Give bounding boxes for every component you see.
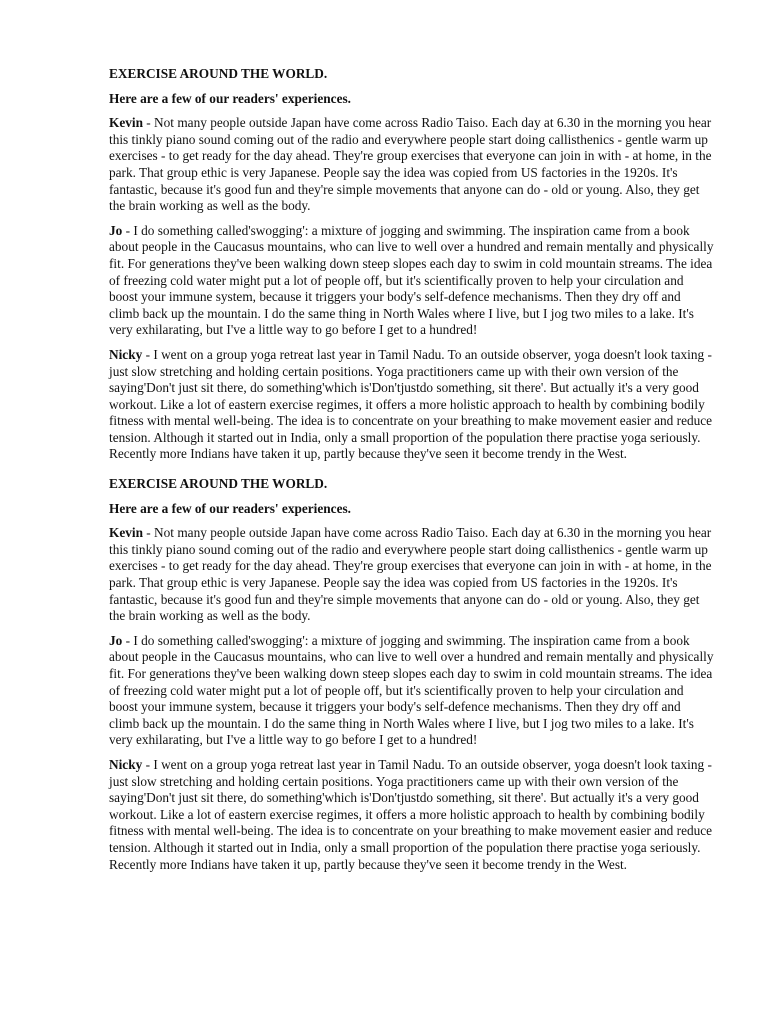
story-paragraph	[109, 633, 714, 749]
speaker-name: Nicky	[109, 346, 143, 362]
story-text: - Not many people outside Japan have come across Radio Taiso. Each day at 6.30 in the morning you hear this tinkly piano sound coming out of the radio and everywhere people start doing callisthenics - gentle warm up exercises - to get ready for the day ahead. They're group exercises that everyone can join in with - at home, in the park. That group ethic is very Japanese. People say the idea was copied from US factories in the 1920s. It's fantastic, because it's good fun and they're simple movements that anyone can do - old or young. Also, they get the brain working as well as the body.	[109, 525, 712, 624]
story-text: - I went on a group yoga retreat last year in Tamil Nadu. To an outside observer, yoga doesn't look taxing - just slow stretching and holding certain positions. Yoga practitioners came up with their own version of the saying'Don't just sit there, do something'which is'Don'tjustdo something, sit there'. But actually it's a very good workout. Like a lot of eastern exercise regimes, it offers a more holistic approach to health by combining bodily fitness with mental well-being. The idea is to concentrate on your breathing to make movement easier and reduce tension. Although it started out in India, only a small proportion of the population there practise yoga seriously. Recently more Indians have taken it up, partly because they've seen it become trendy in the West.	[109, 346, 713, 462]
speaker-name: Jo	[109, 632, 123, 648]
article-section	[109, 476, 714, 873]
speaker-name: Kevin	[109, 525, 143, 541]
story-paragraph	[109, 525, 714, 625]
story-paragraph	[109, 223, 714, 339]
story-text: - I went on a group yoga retreat last year in Tamil Nadu. To an outside observer, yoga doesn't look taxing - just slow stretching and holding certain positions. Yoga practitioners came up with their own version of the saying'Don't just sit there, do something'which is'Don'tjustdo something, sit there'. But actually it's a very good workout. Like a lot of eastern exercise regimes, it offers a more holistic approach to health by combining bodily fitness with mental well-being. The idea is to concentrate on your breathing to make movement easier and reduce tension. Although it started out in India, only a small proportion of the population there practise yoga seriously. Recently more Indians have taken it up, partly because they've seen it become trendy in the West.	[109, 756, 713, 872]
story-paragraph	[109, 115, 714, 215]
story-text: - I do something called'swogging': a mixture of jogging and swimming. The inspiration came from a book about people in the Caucasus mountains, who can live to well over a hundred and remain mentally and physically fit. For generations they've been walking down steep slopes each day to swim in cold mountain streams. The idea of freezing cold water might put a lot of people off, but it's scientifically proven to help your circulation and boost your immune system, because it triggers your body's self-defence mechanisms. Then they dry off and climb back up the mountain. I do the same thing in North Wales where I live, but I jog two miles to a lake. It's very exhilarating, but I've a little way to go before I get to a hundred!	[109, 222, 714, 338]
article-title: EXERCISE AROUND THE WORLD.	[109, 66, 328, 81]
story-text: - Not many people outside Japan have come across Radio Taiso. Each day at 6.30 in the morning you hear this tinkly piano sound coming out of the radio and everywhere people start doing callisthenics - gentle warm up exercises - to get ready for the day ahead. They're group exercises that everyone can join in with - at home, in the park. That group ethic is very Japanese. People say the idea was copied from US factories in the 1920s. It's fantastic, because it's good fun and they're simple movements that anyone can do - old or young. Also, they get the brain working as well as the body.	[109, 115, 712, 214]
article-subtitle: Here are a few of our readers' experiences.	[109, 90, 351, 106]
speaker-name: Nicky	[109, 756, 143, 772]
speaker-name: Kevin	[109, 115, 143, 131]
article-title: EXERCISE AROUND THE WORLD.	[109, 476, 328, 492]
article-section	[109, 66, 714, 463]
story-paragraph	[109, 347, 714, 463]
document-page	[109, 66, 714, 886]
story-paragraph	[109, 757, 714, 873]
speaker-name: Jo	[109, 222, 123, 238]
article-subtitle: Here are a few of our readers' experiences.	[109, 500, 351, 516]
story-text: - I do something called'swogging': a mixture of jogging and swimming. The inspiration came from a book about people in the Caucasus mountains, who can live to well over a hundred and remain mentally and physically fit. For generations they've been walking down steep slopes each day to swim in cold mountain streams. The idea of freezing cold water might put a lot of people off, but it's scientifically proven to help your circulation and boost your immune system, because it triggers your body's self-defence mechanisms. Then they dry off and climb back up the mountain. I do the same thing in North Wales where I live, but I jog two miles to a lake. It's very exhilarating, but I've a little way to go before I get to a hundred!	[109, 632, 714, 748]
